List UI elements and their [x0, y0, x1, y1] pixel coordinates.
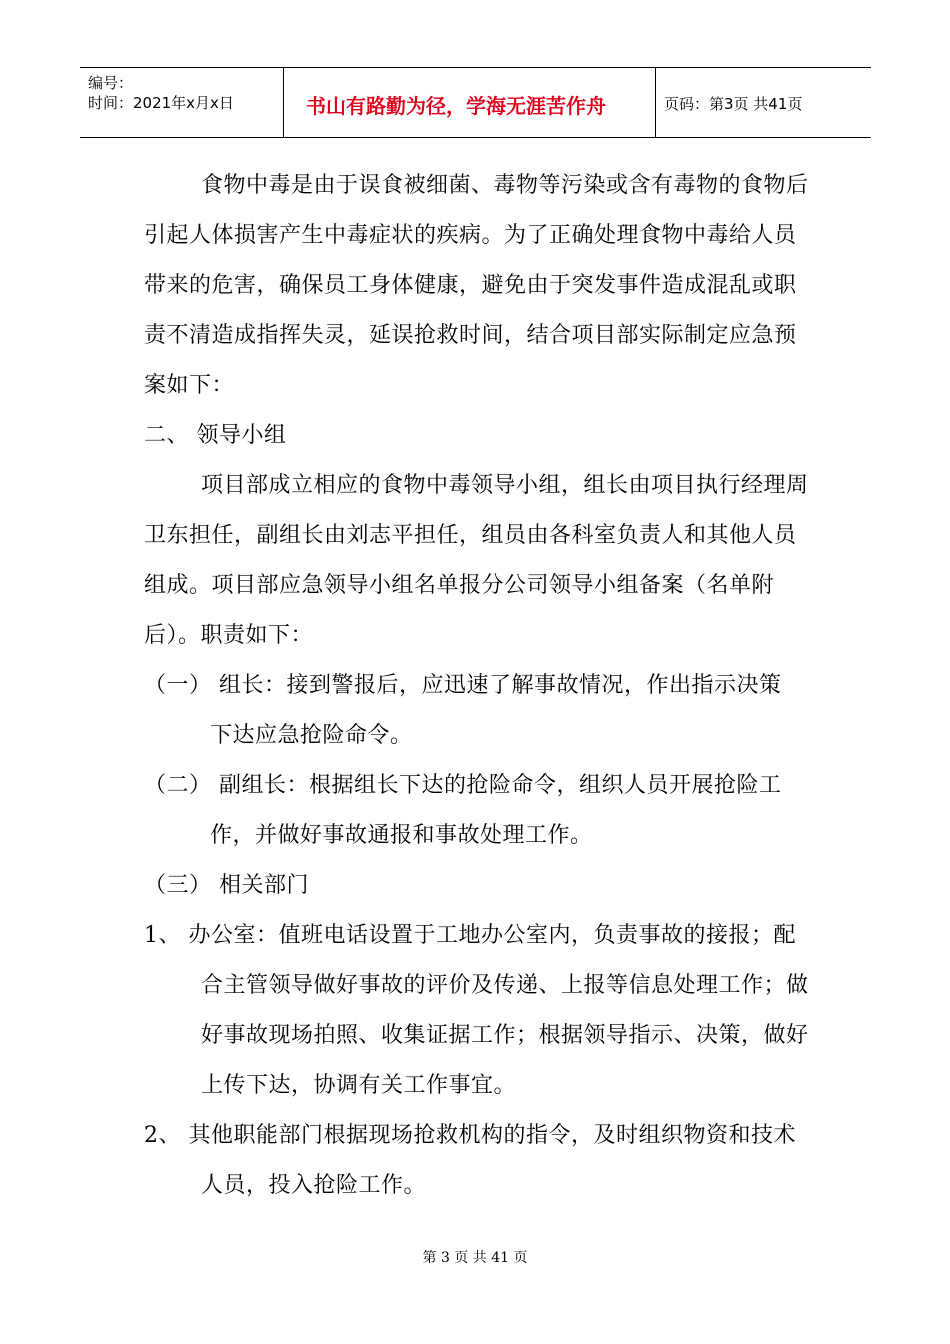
- numbered-item: 1、 办公室：值班电话设置于工地办公室内，负责事故的接报；配: [144, 923, 796, 948]
- section-heading: 二、 领导小组: [144, 423, 287, 448]
- list-item: （三） 相关部门: [144, 873, 309, 898]
- header-motto-cell: [283, 68, 656, 137]
- body-line: 项目部成立相应的食物中毒领导小组，组长由项目执行经理周: [201, 473, 809, 498]
- list-item: （一） 组长：接到警报后，应迅速了解事故情况，作出指示决策: [144, 673, 782, 698]
- numbered-item-continuation: 合主管领导做好事故的评价及传递、上报等信息处理工作；做: [201, 973, 809, 998]
- body-line: 带来的危害，确保员工身体健康，避免由于突发事件造成混乱或职: [144, 273, 797, 298]
- header-page-info: 页码：第3页 共41页: [664, 95, 803, 113]
- body-line: 引起人体损害产生中毒症状的疾病。为了正确处理食物中毒给人员: [144, 223, 797, 248]
- list-item-continuation: 下达应急抢险命令。: [210, 723, 413, 748]
- numbered-item-continuation: 上传下达，协调有关工作事宜。: [201, 1073, 517, 1098]
- document-date: 时间：2021年x月x日: [88, 94, 234, 112]
- body-line: 后）。职责如下：: [144, 623, 314, 648]
- header-motto: 书山有路勤为径，学海无涯苦作舟: [306, 94, 606, 118]
- body-line: 食物中毒是由于误食被细菌、毒物等污染或含有毒物的食物后: [201, 173, 809, 198]
- document-number: 编号：: [88, 74, 134, 92]
- list-item: （二） 副组长：根据组长下达的抢险命令，组织人员开展抢险工: [144, 773, 782, 798]
- header-meta: [88, 73, 283, 142]
- body-line: 组成。项目部应急领导小组名单报分公司领导小组备案（名单附: [144, 573, 775, 598]
- page-footer: 第 3 页 共 41 页: [422, 1250, 528, 1266]
- body-line: 责不清造成指挥失灵，延误抢救时间，结合项目部实际制定应急预: [144, 323, 797, 348]
- numbered-item-continuation: 人员，投入抢险工作。: [201, 1173, 427, 1198]
- body-line: 案如下：: [144, 373, 235, 398]
- list-item-continuation: 作，并做好事故通报和事故处理工作。: [210, 823, 593, 848]
- numbered-item: 2、 其他职能部门根据现场抢救机构的指令，及时组织物资和技术: [144, 1123, 796, 1148]
- numbered-item-continuation: 好事故现场拍照、收集证据工作；根据领导指示、决策，做好: [201, 1023, 809, 1048]
- body-line: 卫东担任，副组长由刘志平担任，组员由各科室负责人和其他人员: [144, 523, 797, 548]
- page-header: [80, 67, 871, 138]
